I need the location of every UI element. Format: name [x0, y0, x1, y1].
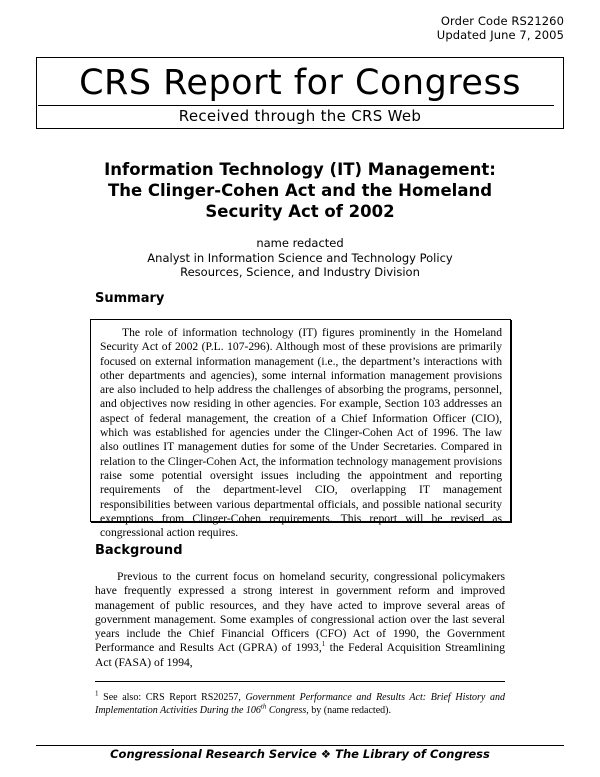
report-title: [60, 159, 540, 222]
footnote-cited-title-tail: Congress: [266, 705, 307, 716]
author-title: Analyst in Information Science and Technology Policy: [147, 250, 453, 265]
updated-date: Updated June 7, 2005: [436, 28, 564, 42]
order-code: Order Code RS21260: [440, 14, 564, 28]
footnote-ordinal-suffix: th: [260, 702, 267, 711]
summary-text: The role of information technology (IT) figures prominently in the Homeland Security Act of 2002 (P.L. 107-296). Although most of these provisions are primarily focused on external information management (i.e., the department’s interactions with other departments and agencies), some internal information management provisions are also included to help address the challenges of absorbing the programs, personnel, and objectives now residing in other agencies. For example, Section 103 addresses an aspect of federal management, the creation of a Chief Information Officer (CIO), which was established for agencies under the Clinger-Cohen Act of 1996. The law also outlines IT management duties for some of the Under Secretaries. Compared in relation to the Clinger-Cohen Act, the information technology management provisions raise some potential oversight issues including the appointment and reporting requirements of the department-level CIO, overlapping IT management responsibilities between various departmental officials, and possible national security exemptions from Clinger-Cohen requirements. This report will be revised as congressional action requires.: [100, 326, 502, 540]
footnote-suffix: , by (name redacted).: [306, 705, 391, 716]
footer-divider: [36, 745, 564, 746]
footnote-cited-title: Government Performance and Results Act: Brief History and Implementation Activities During the 106: [95, 692, 505, 716]
footnote-reference[interactable]: 1: [321, 640, 326, 649]
order-info: [437, 14, 564, 42]
author-block: [60, 236, 540, 280]
report-title-line: Information Technology (IT) Management:: [104, 160, 496, 179]
author-name: name redacted: [256, 236, 344, 250]
report-title-line: Security Act of 2002: [205, 202, 395, 221]
summary-heading: Summary: [95, 291, 165, 306]
footnote-divider: [95, 681, 505, 682]
masthead-divider: [38, 105, 554, 106]
background-text-continued: the Federal Acquisition Streamlining Act (FASA) of 1994,: [95, 641, 505, 669]
diamond-separator-icon: ❖: [320, 747, 332, 761]
summary-box: [90, 319, 511, 540]
report-title-line: The Clinger-Cohen Act and the Homeland: [107, 181, 493, 200]
masthead-subtitle: Received through the CRS Web: [178, 107, 422, 125]
background-heading: Background: [95, 543, 183, 558]
author-division: Resources, Science, and Industry Division: [180, 265, 420, 279]
footer-library: The Library of Congress: [335, 747, 490, 761]
footnote-number: 1: [95, 689, 99, 698]
footnote-prefix: See also: CRS Report RS20257,: [98, 692, 246, 703]
masthead-title: CRS Report for Congress: [79, 63, 521, 103]
masthead: [36, 57, 564, 129]
footnote: [95, 691, 505, 717]
background-paragraph: [95, 570, 505, 670]
footer-crs: Congressional Research Service: [110, 747, 317, 761]
background-text: Previous to the current focus on homeland security, congressional policymakers have frequently expressed a strong interest in government reform and improved management of public resources, and they have acted to improve several areas of government management. Some examples of congressional action over the last several years include the Chief Financial Officers (CFO) Act of 1990, the Government Performance and Results Act (GPRA) of 1993,: [95, 570, 505, 655]
page-footer: [36, 747, 564, 761]
